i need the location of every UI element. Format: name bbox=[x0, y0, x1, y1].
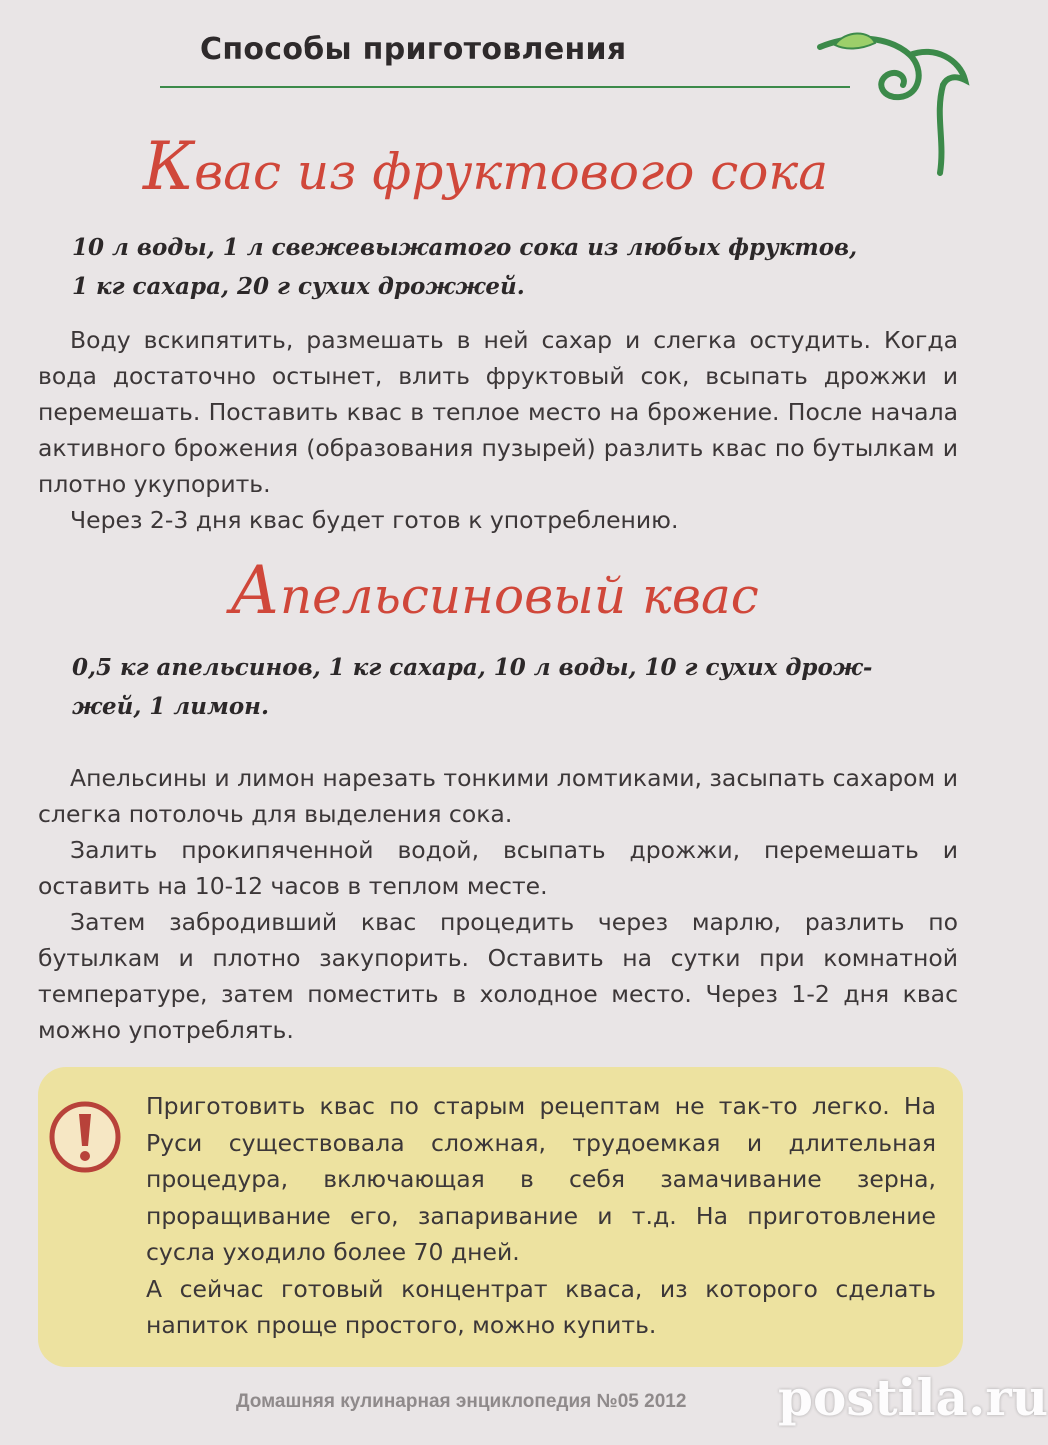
method-paragraph: Апельсины и лимон нарезать тонкими ломтиками, засыпать сахаром и слегка потолочь для выделения сока. bbox=[38, 764, 958, 828]
method-paragraph: Воду вскипятить, размешать в ней сахар и слегка остудить. Когда вода достаточно остынет, влить фруктовый сок, всыпать дрожжи и перемешать. Поставить квас в теплое место на брожение. После начала активного брожения (образования пузырей) разлить квас по бутылкам и плотно укупорить. bbox=[38, 326, 958, 498]
recipe2-title-rest: пельсиновый квас bbox=[279, 567, 759, 625]
section-title: Способы приготовления bbox=[200, 32, 627, 67]
recipe1-title-initial: К bbox=[143, 128, 195, 205]
recipe2-ingredients bbox=[72, 648, 952, 726]
method-paragraph: Через 2-3 дня квас будет готов к употреблению. bbox=[70, 506, 679, 534]
note-paragraph: А сейчас готовый концентрат кваса, из которого сделать напиток проще простого, можно купить. bbox=[146, 1274, 936, 1339]
recipe1-method bbox=[38, 322, 958, 538]
ingredients-line: 10 л воды, 1 л свежевыжатого сока из любых фруктов, bbox=[72, 234, 858, 261]
recipe2-method bbox=[38, 760, 958, 1048]
header-divider bbox=[160, 86, 850, 88]
recipe1-ingredients bbox=[72, 228, 952, 306]
method-paragraph: Затем забродивший квас процедить через марлю, разлить по бутылкам и плотно закупорить. Оставить на сутки при комнатной температуре, затем поместить в холодное место. Через 1-2 дня квас можно употреблять. bbox=[38, 908, 958, 1044]
recipe2-title-initial: А bbox=[230, 552, 280, 629]
exclamation-icon bbox=[48, 1100, 122, 1174]
ingredients-line: 0,5 кг апельсинов, 1 кг сахара, 10 л воды, 10 г сухих дрож- bbox=[72, 654, 873, 681]
method-paragraph: Залить прокипяченной водой, всыпать дрожжи, перемешать и оставить на 10-12 часов в теплом месте. bbox=[38, 836, 958, 900]
note-paragraph: Приготовить квас по старым рецептам не так-то легко. На Руси существовала сложная, трудоемкая и длительная процедура, включающая в себя замачивание зерна, проращивание его, запаривание и т.д. На приготовление сусла уходило более 70 дней. bbox=[146, 1092, 936, 1266]
recipe1-title-rest: вас из фруктового сока bbox=[194, 143, 829, 201]
note-text bbox=[146, 1088, 936, 1344]
footer-caption: Домашняя кулинарная энциклопедия №05 2012 bbox=[236, 1391, 687, 1412]
recipe1-title bbox=[143, 128, 828, 205]
ingredients-line: жей, 1 лимон. bbox=[72, 693, 269, 720]
watermark: postila.ru bbox=[778, 1368, 1048, 1427]
ingredients-line: 1 кг сахара, 20 г сухих дрожжей. bbox=[72, 273, 525, 300]
recipe2-title bbox=[230, 552, 759, 629]
leaf-ornament-icon bbox=[815, 25, 975, 175]
